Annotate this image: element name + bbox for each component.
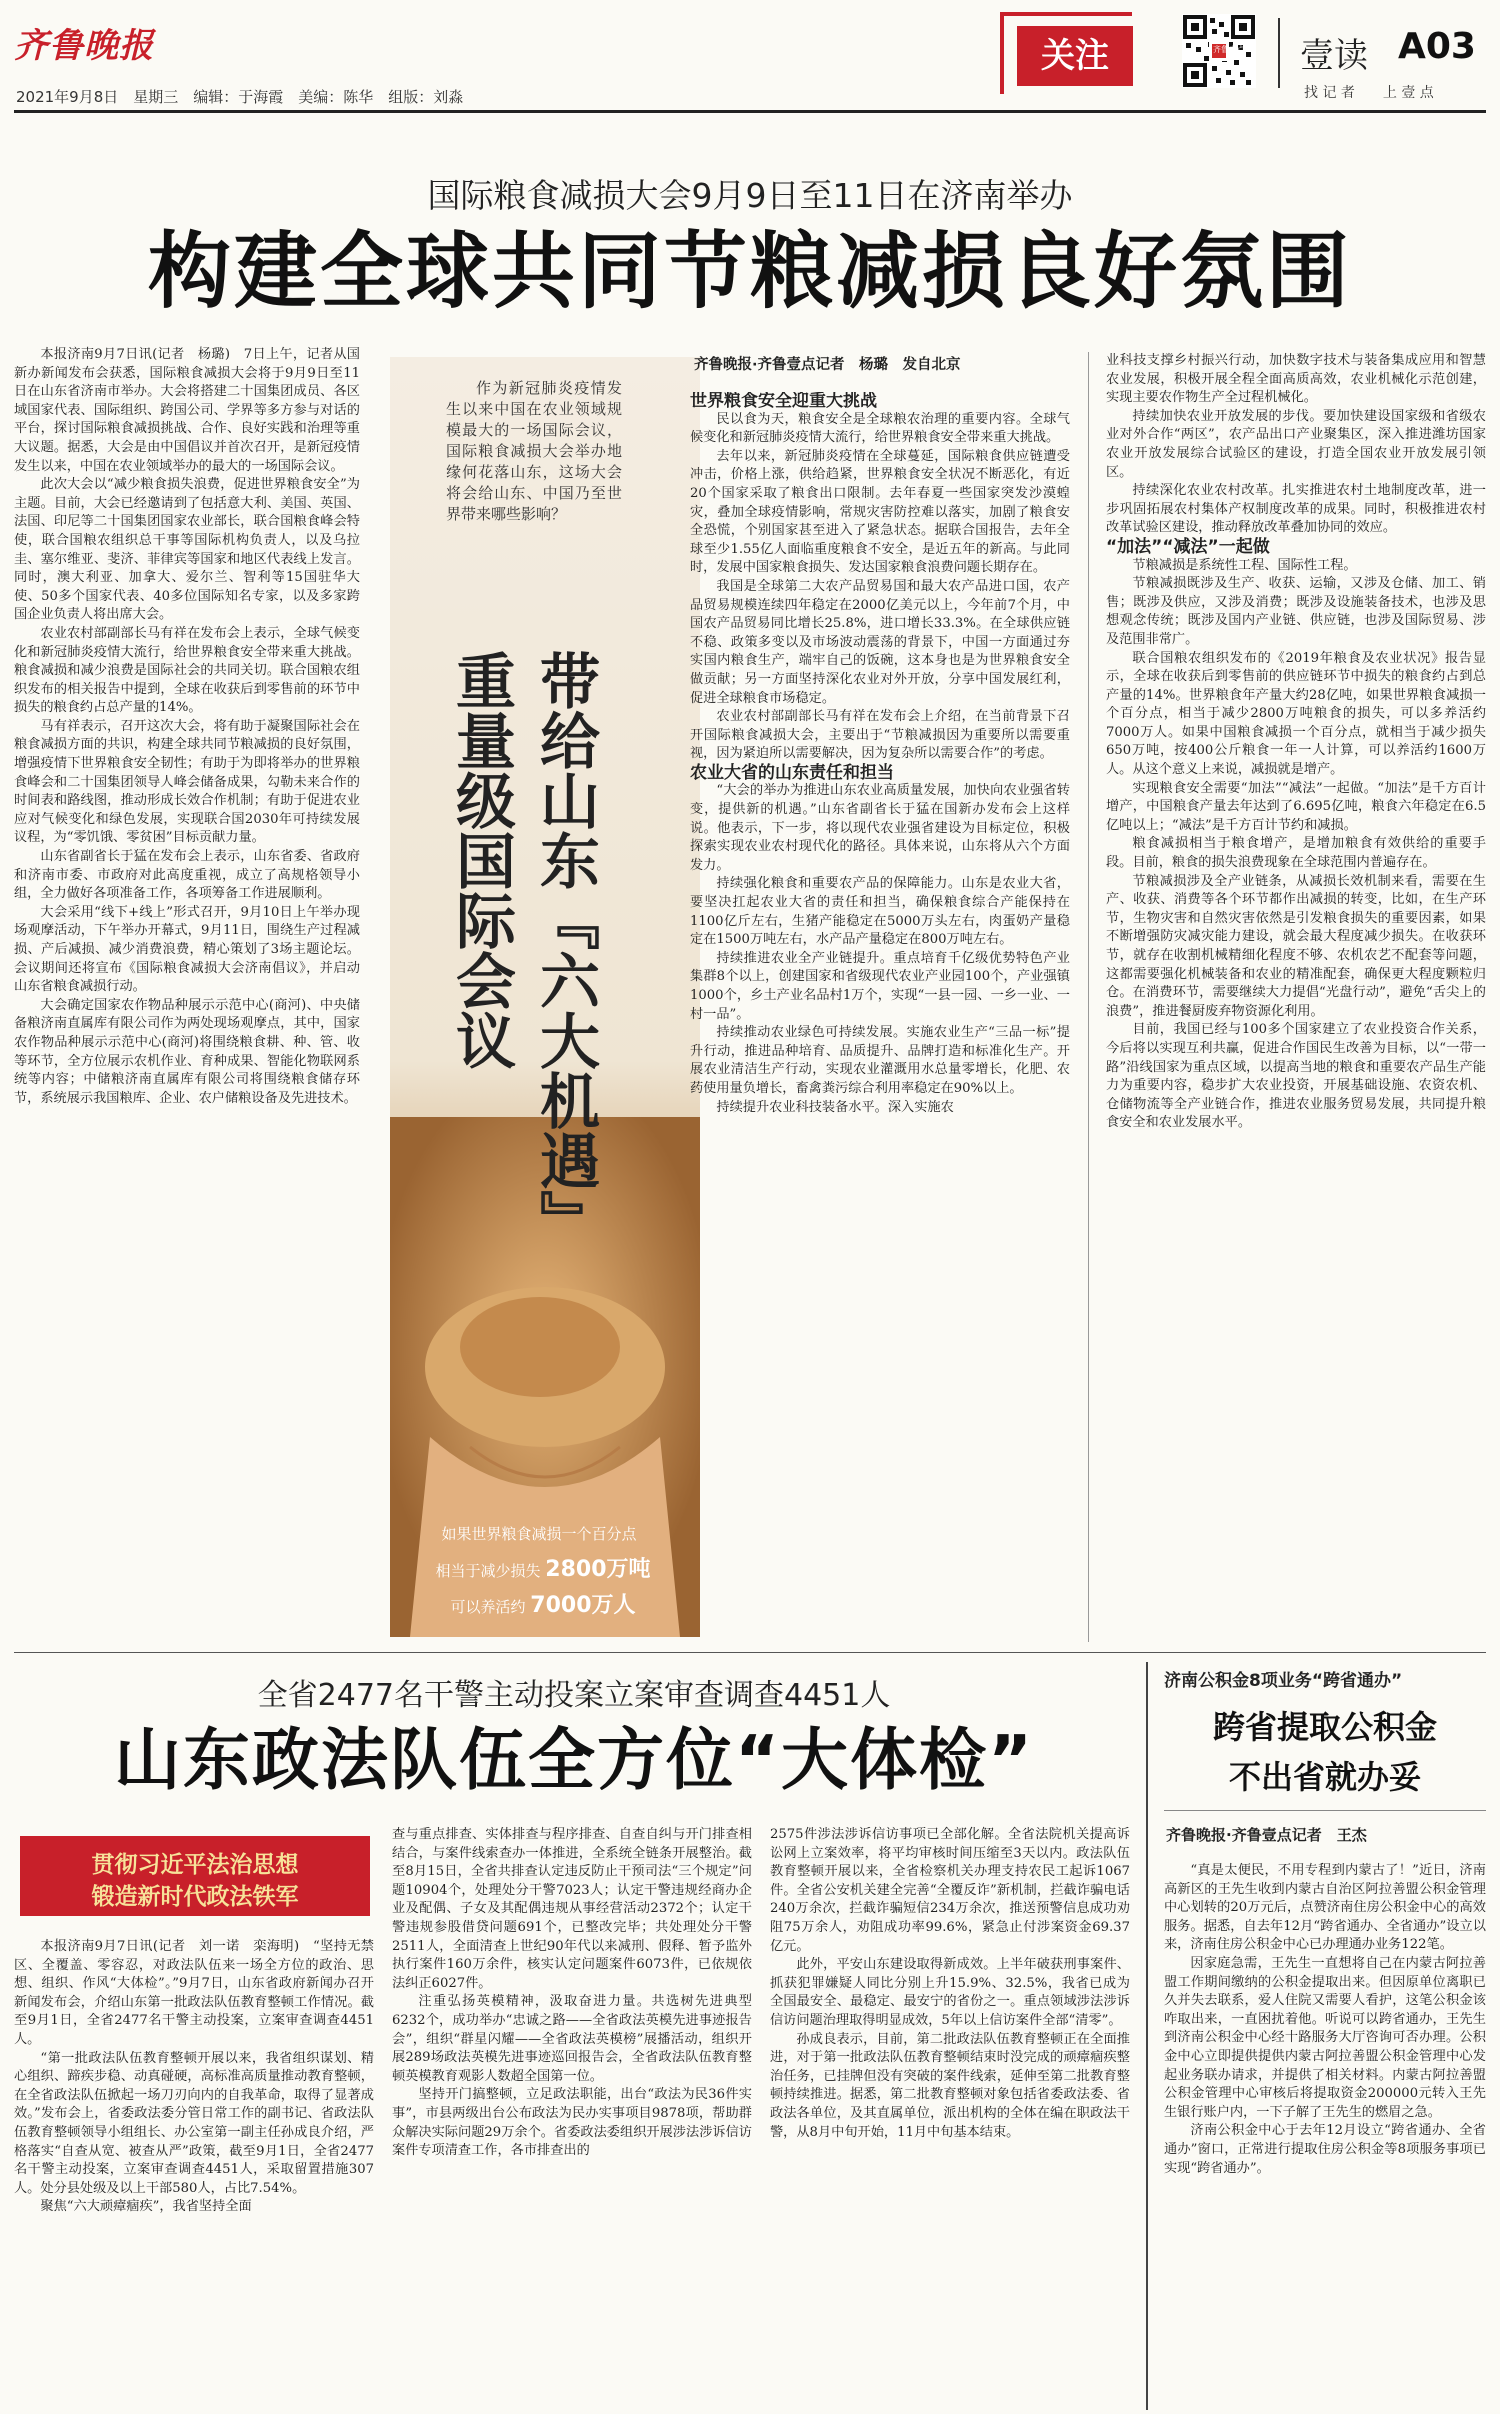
paragraph: 目前，我国已经与100多个国家建立了农业投资合作关系，今后将以实现互利共赢，促进合作国民生改善为目标，以“一带一路”沿线国家为重点区域，以提高当地的粮食和重要农产品生产能力为重要内容，稳步扩大农业投资，开展基础设施、农资农机、仓储物流等全产业链合作，推进农业服务贸易发展，共同提升粮食安全和农业发展水平。 <box>1106 1022 1486 1131</box>
story-separator <box>14 1652 1486 1653</box>
paragraph: 节粮减损既涉及生产、收获、运输，又涉及仓储、加工、销售；既涉及供应，又涉及消费；既涉及设施装备技术，也涉及思想观念传统；既涉及国内产业链、供应链，也涉及国际贸易、涉及范围非常广。 <box>1106 576 1486 647</box>
paragraph: 去年以来，新冠肺炎疫情在全球蔓延，国际粮食供应链遭受冲击，价格上涨，供给趋紧，世界粮食安全状况不断恶化，有近20个国家采取了粮食出口限制。去年春夏一些国家突发沙漠蝗灾，叠加全球疫情影响，常规灾害防控难以落实，加剧了粮食安全恐慌，个别国家甚至进入了紧急状态。据联合国报告，去年全球至少1.55亿人面临重度粮食不安全，是近五年的新高。与此同时，发展中国家粮食损失、发达国家粮食浪费问题长期存在。 <box>690 448 1070 576</box>
paragraph: 联合国粮农组织发布的《2019年粮食及农业状况》报告显示，全球在收获后到零售前的供应链环节中损失的粮食约占到总产量的14%。世界粮食年产量大约28亿吨，如果世界粮食减损一个百分点，相当于减少2800万吨粮食的损失，可以多养活约7000万人。如果中国粮食减损一个百分点，就相当于减少损失650万吨，按400公斤粮食一年一人计算，可以养活约1600万人。从这个意义上来说，减损就是增产。 <box>1106 650 1486 778</box>
paragraph: 马有祥表示，召开这次大会，将有助于凝聚国际社会在粮食减损方面的共识，构建全球共同节粮减损的良好氛围，增强疫情下世界粮食安全韧性；有助于为即将举办的世界粮食峰会和二十国集团领导人峰会储备成果，勾勒未来合作的时间表和路线图，推动形成长效合作机制；有助于促进农业应对气候变化和绿色发展，实现联合国2030年可持续发展议程，为“零饥饿、零贫困”目标贡献力量。 <box>14 718 360 846</box>
feature-caption3-number: 7000万人 <box>530 1593 636 1618</box>
story2-column3 <box>770 1826 1130 2411</box>
paragraph: 农业农村部副部长马有祥在发布会上介绍，在当前背景下召开国际粮食减损大会，主要出于“节粮减损因为重要所以需要重视，因为紧迫所以需要解决，因为复杂所以需要合作”的考虑。 <box>690 709 1070 762</box>
paragraph: 此次大会以“减少粮食损失浪费，促进世界粮食安全”为主题。目前，大会已经邀请到了包括意大利、美国、英国、法国、印尼等二十国集团国家农业部长，联合国粮食峰会特使，联合国粮农组织总干事等国际机构负责人，以及乌拉圭、塞尔维亚、斐济、菲律宾等国家和地区代表线上发言。同时，澳大利亚、加拿大、爱尔兰、智利等15国驻华大使、50多个国家代表、40多位国际知名专家，以及多家跨国企业负责人将出席大会。 <box>14 477 360 623</box>
paragraph: 持续强化粮食和重要农产品的保障能力。山东是农业大省，要坚决扛起农业大省的责任和担当，确保粮食综合产能保持在1100亿斤左右，生猪产能稳定在5000万头左右，肉蛋奶产量稳定在1500万吨左右，水产品产量稳定在800万吨左右。 <box>690 876 1070 948</box>
paragraph: 2575件涉法涉诉信访事项已全部化解。全省法院机关提高诉讼网上立案效率，将平均审核时间压缩至3天以内。政法队伍教育整顿开展以来，全省检察机关办理支持农民工起诉1067件。全省公安机关建全完善“全覆反诈”新机制，拦截诈骗电话240万余次，拦截诈骗短信234万余次，推送预警信息成功劝阻75万余人，劝阻成功率99.6%，紧急止付涉案资金69.37亿元。 <box>770 1827 1130 1954</box>
paragraph: 孙成良表示，目前，第二批政法队伍教育整顿正在全面推进，对于第一批政法队伍教育整顿结束时没完成的顽瘴痼疾整治任务，已挂牌但没有突破的案件线索，延伸至第二批教育整顿持续推进。据悉，第二批教育整顿对象包括省委政法委、省政法各单位，及其直属单位，派出机构的全体在编在职政法干警，从8月中旬开始，11月中旬基本结束。 <box>770 2031 1130 2140</box>
paragraph: 大会确定国家农作物品种展示示范中心(商河)、中央储备粮济南直属库有限公司作为两处现场观摩点，其中，国家农作物品种展示示范中心(商河)将围绕粮食耕、种、管、收等环节，全方位展示农机作业、育种成果、智能化物联网系统等内容；中储粮济南直属库有限公司将围绕粮食储存环节，系统展示我国粮库、企业、农户储粮设备及先进技术。 <box>14 997 360 1106</box>
paragraph: 本报济南9月7日讯(记者 刘一诺 栾海明) “坚持无禁区、全覆盖、零容忍，对政法队伍来一场全方位的政治、思想、组织、作风“大体检”。”9月7日，山东省政府新闻办召开新闻发布会，介绍山东第一批政法队伍教育整顿工作情况。截至9月1日，全省2477名干警主动投案，立案审查调查4451人。 <box>14 1939 374 2047</box>
qr-label: 齐鲁壹点 <box>1213 45 1245 54</box>
story3-headline1: 跨省提取公积金 <box>1212 1708 1437 1746</box>
story1-column4 <box>1106 352 1486 1642</box>
feature-title-b: 重量级国际会议 <box>446 650 516 1070</box>
feature-caption3-prefix: 可以养活约 <box>450 1598 526 1616</box>
paragraph: 持续提升农业科技装备水平。深入实施农 <box>716 1099 954 1115</box>
feature-caption1: 如果世界粮食减损一个百分点 <box>441 1525 637 1543</box>
paragraph: 民以食为天，粮食安全是全球粮农治理的重要内容。全球气候变化和新冠肺炎疫情大流行，给世界粮食安全带来重大挑战。 <box>690 411 1070 446</box>
paragraph: 本报济南9月7日讯(记者 杨璐) 7日上午，记者从国新办新闻发布会获悉，国际粮食减损大会将于9月9日至11日在山东省济南市举办。大会将搭建二十国集团成员、各区域国家代表、国际组织、跨国公司、学界等多方参与对话的平台，探讨国际粮食减损挑战、合作、良好实践和治理等重大议题。据悉，大会是由中国倡议并首次召开，是新冠疫情发生以来，中国在农业领域举办的最大的一场国际会议。 <box>14 347 360 474</box>
paragraph: 节粮减损是系统性工程、国际性工程。 <box>1132 557 1357 573</box>
paragraph: 农业农村部副部长马有祥在发布会上表示，全球气候变化和新冠肺炎疫情大流行，给世界粮食安全带来重大挑战。粮食减损和减少浪费是国际社会的共同关切。联合国粮农组织发布的相关报告中提到，全球在收获后到零售前的环节中损失的粮食约占总产量的14%。 <box>14 625 360 716</box>
page-number: A03 <box>1398 26 1476 67</box>
feature-caption3 <box>398 1588 688 1619</box>
paragraph: 因家庭急需，王先生一直想将自己在内蒙古阿拉善盟工作期间缴纳的公积金提取出来。但因原单位离职已久并失去联系，爱人住院又需要人看护，这笔公积金该咋取出来，一直困扰着他。听说可以跨省通办，王先生到济南公积金中心经十路服务大厅咨询可否办理。公积金中心立即提供提供内蒙古阿拉善盟公积金管理中心发起业务联办请求，并提供了相关材料。内蒙古阿拉善盟公积金管理中心审核后将提取资金200000元转入王先生银行账户内，一下子解了王先生的燃眉之急。 <box>1164 1955 1486 2120</box>
paragraph: “大会的举办为推进山东农业高质量发展，加快向农业强省转变，提供新的机遇。”山东省副省长于猛在国新办发布会上这样说。他表示，下一步，将以现代农业强省建设为目标定位，积极探索实现农业农村现代化的路径。具体来说，山东将从六个方面发力。 <box>690 783 1070 873</box>
paragraph: 注重弘扬英模精神，汲取奋进力量。共选树先进典型6232个，成功举办“忠诚之路——全省政法英模先进事迹报告会”，组织“群星闪耀——全省政法英模榜”展播活动，组织开展289场政法英模先进事迹巡回报告会，全省政法队伍教育整顿英模教育观影人数超全国第一位。 <box>392 1994 752 2084</box>
story1-column1 <box>14 346 360 1636</box>
story1-kicker: 国际粮食减损大会9月9日至11日在济南举办 <box>427 176 1073 215</box>
paragraph: 持续推动农业绿色可持续发展。实施农业生产“三品一标”提升行动，推进品种培育、品质提升、品牌打造和标准化生产。开展农业清洁生产行动，实现农业灌溉用水总量零增长，化肥、农药使用量负增长，畜禽粪污综合利用率稳定在90%以上。 <box>690 1025 1070 1096</box>
paragraph: 查与重点排查、实体排查与程序排查、自查自纠与开门排查相结合，与案件线索查办一体推进，全系统全链条开展整治。截至8月15日，全省共排查认定违反防止干预司法“三个规定”问题10904个，处理处分干警7023人；认定干警违规经商办企业及配偶、子女及其配偶违规从事经营活动2372个；认定干警违规参股借贷问题691个，已整改完毕；共处理处分干警2511人，全面清查上世纪90年代以来减刑、假释、暂予监外执行案件160万余件，核实认定问题案件6073件，已依规依法纠正6027件。 <box>392 1827 752 1991</box>
paragraph: 大会采用“线下+线上”形式召开，9月10日上午举办现场观摩活动，下午举办开幕式，9月11日，围绕生产过程减损、产后减损、减少消费浪费，精心策划了3场主题论坛。会议期间还将宣布《国际粮食减损大会济南倡议》，并启动山东省粮食减损行动。 <box>14 904 360 995</box>
section-tag: 关注 <box>1017 26 1133 86</box>
paragraph: 我国是全球第二大农产品贸易国和最大农产品进口国，农产品贸易规模连续四年稳定在2000亿美元以上，今年前7个月，中国农产品贸易同比增长25.8%，进口增长33.3%。在全球供应链不稳、政策多变以及市场波动震荡的背景下，中国一方面通过夯实国内粮食生产，端牢自己的饭碗，这本身也是为世界粮食安全做贡献；另一方面坚持深化农业对外开放，分享中国发展红利，促进全球粮食市场稳定。 <box>690 578 1070 706</box>
paragraph: 山东省副省长于猛在发布会上表示，山东省委、省政府和济南市委、市政府对此高度重视，成立了高规格领导小组，全力做好各项准备工作，各项筹备工作进展顺利。 <box>14 849 360 902</box>
story3-rule <box>1164 1810 1486 1811</box>
feature-title-a: 带给山东『六大机遇』 <box>530 650 600 1250</box>
feature-intro: 作为新冠肺炎疫情发生以来中国在农业领域规模最大的一场国际会议，国际粮食减损大会举办地缘何花落山东，这场大会将会给山东、中国乃至世界带来哪些影响？ <box>446 379 622 523</box>
masthead-divider <box>1278 18 1280 88</box>
paragraph: 持续加快农业开放发展的步伐。要加快建设国家级和省级农业对外合作“两区”，农产品出口产业聚集区，深入推进潍坊国家农业开放发展综合试验区的建设，打造全国农业开放发展引领区。 <box>1106 408 1486 480</box>
masthead-rule <box>14 110 1486 113</box>
paragraph: 持续深化农业农村改革。扎实推进农村土地制度改革，进一步巩固拓展农村集体产权制度改革的成果。同时，积极推进农村改革试验区建设，推动释放改革叠加协同的效应。 <box>1106 483 1486 536</box>
subheading: 农业大省的山东责任和担当 <box>690 762 894 783</box>
paragraph: 实现粮食安全需要“加法”“减法”一起做。“加法”是千方百计增产，中国粮食产量去年达到了6.695亿吨，粮食六年稳定在6.5亿吨以上；“减法”是千方百计节约和减损。 <box>1106 780 1486 833</box>
feature-caption2-number: 2800万吨 <box>545 1557 651 1582</box>
story3-headline2: 不出省就办妥 <box>1228 1758 1421 1796</box>
story3-body <box>1164 1862 1486 2410</box>
slogan: 找 记 者 上 壹 点 <box>1304 85 1434 101</box>
story3-kicker: 济南公积金8项业务“跨省通办” <box>1164 1671 1403 1691</box>
story2-banner-line2: 锻造新时代政法铁军 <box>91 1884 299 1910</box>
subheading: “加法”“减法”一起做 <box>1106 536 1270 557</box>
story1-byline: 齐鲁晚报·齐鲁壹点记者 杨璐 发自北京 <box>694 357 961 373</box>
paragraph: “真是太便民，不用专程到内蒙古了！”近日，济南高新区的王先生收到内蒙古自治区阿拉善盟公积金管理中心划转的20万元后，点赞济南住房公积金中心的高效服务。据悉，自去年12月“跨省通办、全省通办”设立以来，济南住房公积金中心已办理通办业务122笔。 <box>1164 1863 1486 1953</box>
paragraph: 此外，平安山东建设取得新成效。上半年破获刑事案件、抓获犯罪嫌疑人同比分别上升15.9%、32.5%，我省已成为全国最安全、最稳定、最安宁的省份之一。重点领域涉法涉诉信访问题治理取得明显成效，5年以上信访案件全部“清零”。 <box>770 1957 1130 2028</box>
feature-caption2 <box>398 1552 688 1583</box>
column-divider <box>1088 352 1089 1642</box>
paragraph: 粮食减损相当于粮食增产，是增加粮食有效供给的重要手段。目前，粮食的损失浪费现象在全球范围内普遍存在。 <box>1106 836 1486 871</box>
section-name: 壹读 <box>1300 36 1368 76</box>
story2-column2 <box>392 1826 752 2411</box>
paragraph: 持续推进农业全产业链提升。重点培育千亿级优势特色产业集群8个以上，创建国家和省级现代农业产业园100个，产业强镇1000个，乡土产业名品村1万个，实现“一县一园、一乡一业、一村一品”。 <box>690 950 1070 1022</box>
story1-headline: 构建全球共同节粮减损良好氛围 <box>148 223 1352 320</box>
paragraph: 业科技支撑乡村振兴行动，加快数字技术与装备集成应用和智慧农业发展，积极开展全程全面高质高效，农业机械化示范创建，实现主要农作物生产全过程机械化。 <box>1106 353 1486 406</box>
date-line: 2021年9月8日 星期三 编辑：于海霞 美编：陈华 组版：刘淼 <box>16 88 464 106</box>
story2-kicker: 全省2477名干警主动投案立案审查调查4451人 <box>257 1678 891 1713</box>
masthead-logo: 齐鲁晚报 <box>14 26 154 66</box>
story3-byline: 齐鲁晚报·齐鲁壹点记者 王杰 <box>1166 1826 1367 1844</box>
paragraph: 节粮减损涉及全产业链条，从减损长效机制来看，需要在生产、收获、消费等各个环节都作出减损的转变，比如，在生产环节，生物灾害和自然灾害依然是引发粮食损失的重要因素，如果不断增强防灾减灾能力建设，就会最大程度减少损失。在收获环节，就存在收割机械精细化程度不够、农机农艺不配套等问题，这都需要强化机械装备和农业的精准配套，确保更大程度颗粒归仓。在消费环节，需要继续大力提倡“光盘行动”，避免“舌尖上的浪费”，推进餐厨废弃物资源化利用。 <box>1106 873 1486 1019</box>
paragraph: 坚持开门搞整顿，立足政法职能，出台“政法为民36件实事”，市县两级出台公布政法为民办实事项目9878项，帮助群众解决实际问题29万余个。省委政法委组织开展涉法涉诉信访案件专项清查工作，各市排查出的 <box>392 2087 752 2159</box>
feature-caption2-prefix: 相当于减少损失 <box>435 1562 541 1580</box>
story2-headline: 山东政法队伍全方位“大体检” <box>113 1721 1035 1799</box>
story2-banner-line1: 贯彻习近平法治思想 <box>91 1852 299 1878</box>
subheading: 世界粮食安全迎重大挑战 <box>690 392 877 411</box>
paragraph: 聚焦“六大顽瘴痼疾”，我省坚持全面 <box>40 2199 252 2215</box>
paragraph: “第一批政法队伍教育整顿开展以来，我省组织谋划、精心组织、蹄疾步稳、动真碰硬，高标准高质量推动教育整顿，在全省政法队伍掀起一场刀刃向内的自我革命，取得了显著成效。”发布会上，省委政法委分管日常工作的副书记、省政法队伍教育整顿领导小组组长、办公室第一副主任孙成良介绍，严格落实“自查从宽、被查从严”政策，截至9月1日，全省2477名干警主动投案，立案审查调查4451人，采取留置措施307人。处分县处级及以上干部580人，占比7.54%。 <box>14 2050 374 2196</box>
paragraph: 济南公积金中心于去年12月设立“跨省通办、全省通办”窗口，正常进行提取住房公积金等8项服务事项已实现“跨省通办”。 <box>1164 2123 1486 2176</box>
story1-column3 <box>690 392 1070 1642</box>
column-divider <box>1146 1662 1148 2410</box>
story2-column1 <box>14 1938 374 2408</box>
